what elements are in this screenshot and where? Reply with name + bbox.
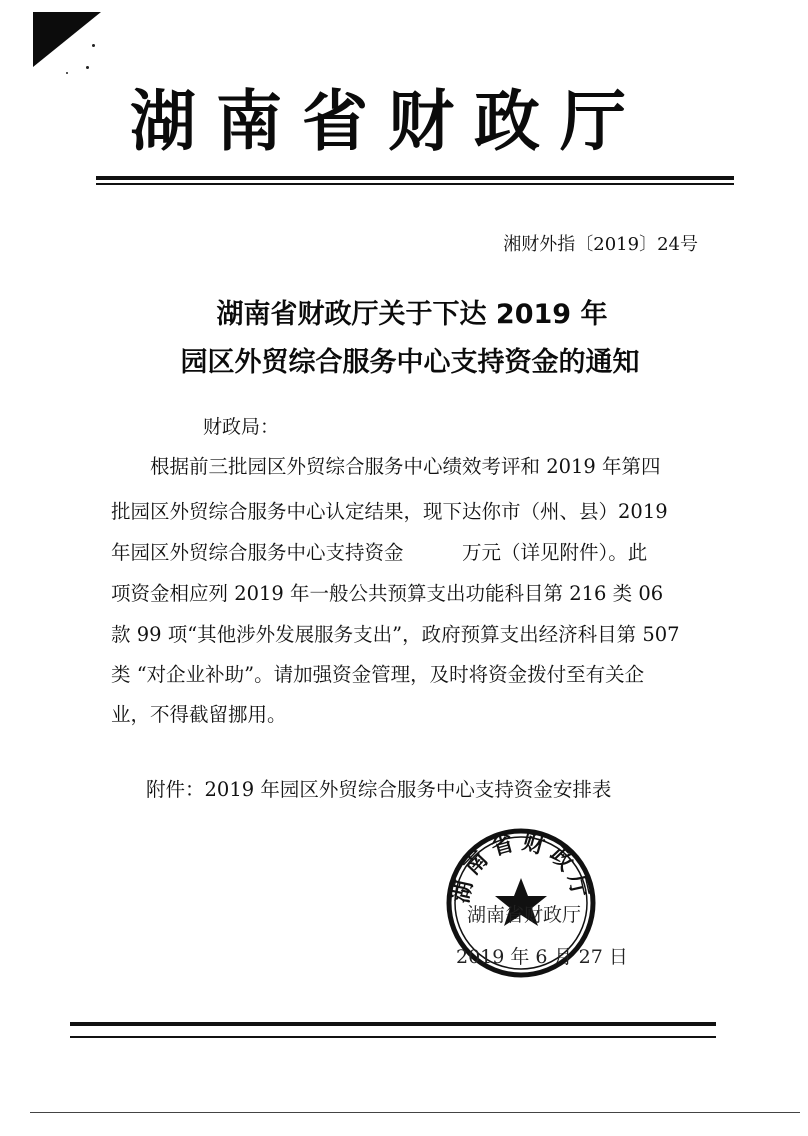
- attachment-note: 附件：2019 年园区外贸综合服务中心支持资金安排表: [146, 778, 612, 801]
- footer-rule-thick: [70, 1022, 716, 1026]
- body-line: 根据前三批园区外贸综合服务中心绩效考评和 2019 年第四: [150, 455, 661, 478]
- body-line: 项资金相应列 2019 年一般公共预算支出功能科目第 216 类 06: [111, 582, 664, 605]
- issuer-name: 湖南省财政厅: [467, 904, 582, 926]
- seal-text: 湖南省财政厅: [448, 829, 594, 906]
- document-number: 湘财外指〔2019〕24号: [503, 234, 698, 255]
- agency-header: 湖南省财政厅: [130, 83, 646, 160]
- page-bottom-edge: [30, 1112, 800, 1113]
- issue-date: 2019 年 6 月 27 日: [456, 946, 628, 968]
- corner-mark: [33, 12, 101, 67]
- footer-rule-thin: [70, 1036, 716, 1038]
- body-line: 业，不得截留挪用。: [111, 703, 287, 726]
- header-rule-thin: [96, 183, 734, 185]
- scan-speck: [86, 66, 89, 69]
- body-line: 年园区外贸综合服务中心支持资金 万元（详见附件）。此: [111, 541, 648, 564]
- document-title-line-2: 园区外贸综合服务中心支持资金的通知: [180, 347, 640, 378]
- scan-speck: [66, 72, 68, 74]
- salutation: 财政局：: [203, 416, 280, 438]
- scan-speck: [92, 44, 95, 47]
- body-line: 款 99 项“其他涉外发展服务支出”，政府预算支出经济科目第 507: [111, 623, 680, 646]
- header-rule-thick: [96, 176, 734, 180]
- body-line: 批园区外贸综合服务中心认定结果，现下达你市（州、县）2019: [111, 500, 668, 523]
- document-title-line-1: 湖南省财政厅关于下达 2019 年: [216, 299, 608, 330]
- body-line: 类 “对企业补助”。请加强资金管理，及时将资金拨付至有关企: [111, 663, 645, 686]
